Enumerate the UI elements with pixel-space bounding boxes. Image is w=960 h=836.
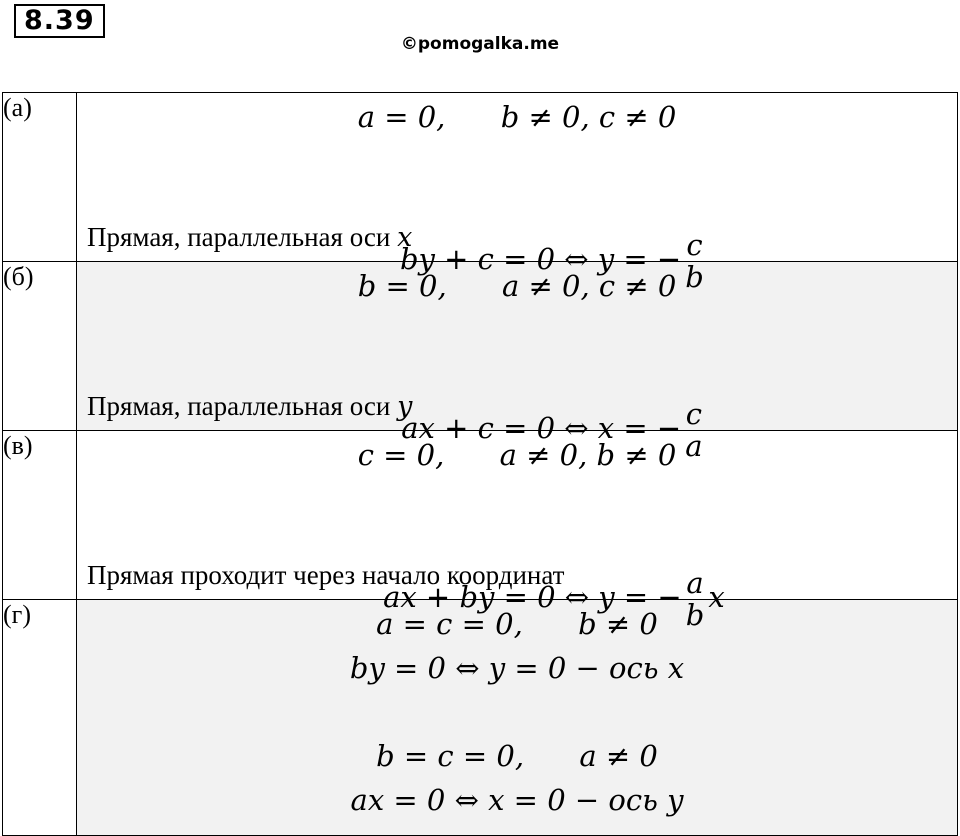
case-description xyxy=(77,557,957,593)
condition-line: a = c = 0, b ≠ 0 xyxy=(376,607,658,641)
description-text: Прямая, параллельная оси xyxy=(87,391,398,421)
fraction-numerator: c xyxy=(683,230,706,261)
description-variable: x xyxy=(397,222,413,253)
fraction-numerator: a xyxy=(684,568,707,599)
equation-line: by = 0 ⇔ y = 0 − ось x xyxy=(349,651,685,685)
case-row-a xyxy=(3,93,958,262)
condition-line: b = c = 0, a ≠ 0 xyxy=(376,739,658,773)
condition-line: b = 0, a ≠ 0, c ≠ 0 xyxy=(357,269,677,303)
condition-line: a = 0, b ≠ 0, c ≠ 0 xyxy=(357,100,677,134)
description-variable: y xyxy=(397,391,413,422)
equation-line: ax = 0 ⇔ x = 0 − ось y xyxy=(350,783,684,817)
condition-line: c = 0, a ≠ 0, b ≠ 0 xyxy=(357,438,677,472)
description-text: Прямая проходит через начало координат xyxy=(87,560,565,590)
equation-lhs: ax + c = 0 ⇔ x = − xyxy=(401,411,682,445)
description-text: Прямая, параллельная оси xyxy=(87,222,398,252)
case-row-d xyxy=(3,600,958,836)
case-row-c xyxy=(3,431,958,600)
fraction-denominator: b xyxy=(685,259,704,294)
case-label: (а) xyxy=(3,93,77,262)
watermark: ©pomogalka.me xyxy=(400,34,560,54)
problem-number: 8.39 xyxy=(14,4,105,38)
case-row-b xyxy=(3,262,958,431)
equation-lhs: ax + by = 0 ⇔ y = − xyxy=(383,580,682,614)
equation-tail: x xyxy=(708,580,725,614)
case-label: (б) xyxy=(3,262,77,431)
fraction-denominator: b xyxy=(685,597,705,632)
case-label: (в) xyxy=(3,431,77,600)
fraction-numerator: c xyxy=(683,399,704,430)
cases-table xyxy=(2,92,958,836)
fraction xyxy=(683,230,706,292)
fraction-denominator: a xyxy=(685,428,703,463)
case-label: (г) xyxy=(3,600,77,836)
fraction xyxy=(684,568,707,630)
fraction xyxy=(683,399,704,461)
equation-lhs: by + c = 0 ⇔ y = − xyxy=(399,242,682,276)
